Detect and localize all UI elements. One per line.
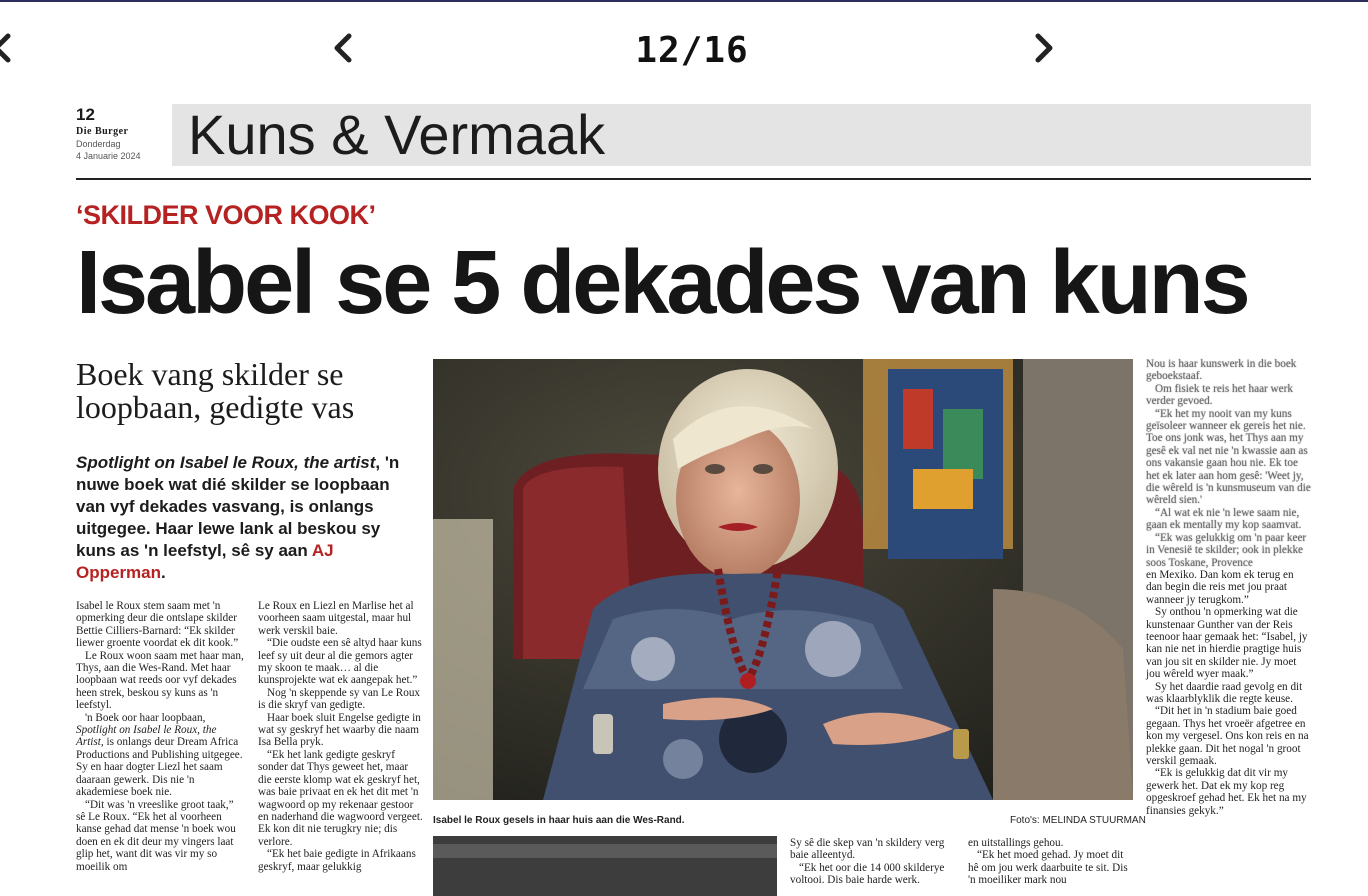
paragraph-lead: 'n Boek oor haar loopbaan, <box>85 711 206 724</box>
paragraph: “Ek het oor die 14 000 skilderye voltooi. Dis baie harde werk. <box>790 861 945 887</box>
article-column-3 <box>1146 358 1311 817</box>
paragraph <box>76 712 244 799</box>
intro-author: AJ Opperman <box>76 541 334 582</box>
paragraph: “Al wat ek nie 'n lewe saam nie, gaan ek mentally my kop saamvat. <box>1146 506 1302 532</box>
paragraph: “Ek het moed gehad. Jy moet dit hê om jou werk daarbuite te sit. Dis 'n moeiliker mark nou <box>968 849 1128 887</box>
issue-day: Donderdag <box>76 139 121 149</box>
next-page-button[interactable] <box>1024 28 1064 68</box>
chevron-left-icon <box>0 28 22 68</box>
paragraph: en Mexiko. Dan kom ek terug en dan begin die reis met jou praat wanneer jy terugkom.” <box>1146 568 1294 606</box>
paragraph: “Die oudste een sê altyd haar kuns leef sy uit deur al die gemors agter my skoon te maak… al die kunsprojekte wat ek aangepak het.” <box>258 637 422 687</box>
paragraph: Le Roux en Liezl en Marlise het al voorheen saam uitgestal, maar hul werk verskil baie. <box>258 600 414 637</box>
issue-date: 4 Januarie 2024 <box>76 151 141 161</box>
paragraph: Haar boek sluit Engelse gedigte in wat sy geskryf het waarby die naam Isa Bella pryk. <box>258 711 421 749</box>
paragraph: en uitstallings gehou. <box>968 837 1064 849</box>
article-column-2 <box>258 600 423 873</box>
page-counter: 12/16 <box>635 30 749 71</box>
paragraph: “Ek het baie gedigte in Afrikaans geskryf, maar gelukkig <box>258 848 416 873</box>
article-column-4 <box>790 837 955 887</box>
blurred-text <box>1146 358 1311 569</box>
paragraph: Isabel le Roux stem saam met 'n opmerking deur die ontslape skilder Bettie Cilliers-Barnard: “Ek skilder liewer groente voordat ek dit kook.” <box>76 600 239 650</box>
section-title: Kuns & Vermaak <box>188 103 606 166</box>
paragraph: “Ek het my nooit van my kuns geïsoleer wanneer ek gereis het nie. Toe ons jonk was, het Thys aan my gesê ek val net nie 'n kwassie aan as ons vakansie gaan hou nie. Ek toe het ek later aan hom gesê: 'Weet jy, die wêreld is 'n kunsmuseum van die wêreld sien.' <box>1146 407 1311 507</box>
article-subhead: Boek vang skilder se loopbaan, gedigte vas <box>76 356 355 425</box>
paragraph: Om fisiek te reis het haar werk verder gevoed. <box>1146 382 1293 408</box>
intro-body: , 'n nuwe boek wat dié skilder se loopbaan van vyf dekades vasvang, is onlangs uitgegee. Haar lewe lank al beskou sy kuns as 'n leefstyl, sê sy aan <box>76 453 400 560</box>
chevron-left-icon <box>323 28 363 68</box>
paragraph: “Ek is gelukkig dat dit vir my gewerk het. Dat ek my kop reg opgeskroef gehad het. Ek het na my finansies gekyk.” <box>1146 767 1307 817</box>
intro-end: . <box>161 563 166 582</box>
paragraph: Nou is haar kunswerk in die boek geboekstaaf. <box>1146 358 1297 383</box>
newspaper-name: Die Burger <box>76 126 129 137</box>
photo-credit: Foto's: MELINDA STUURMAN <box>1010 815 1146 826</box>
paragraph: “Dit was 'n vreeslike groot taak,” sê Le Roux. “Ek het al voorheen kanse gehad dat mense 'n boek wou doen en ek dit deur my vingers laat glip het, want dit was vir my so moeilik om <box>76 798 236 873</box>
header-rule <box>76 178 1311 180</box>
paragraph: “Ek het lank gedigte geskryf sonder dat Thys geweet het, maar die eerste klomp wat ek geskryf het, was baie privaat en ek het dit met 'n wagwoord op my rekenaar gestoor en naderhand die wagwoord vergeet. Ek kon dit nie terugkry nie; dis verlore. <box>258 748 423 848</box>
article-photo <box>433 359 1133 800</box>
paragraph: “Dit het in 'n stadium baie goed gegaan. Thys het vroeër afgetree en kon my vergesel. Ons kon reis en na plekke gaan. Dit het nogal 'n groot verskil gemaak. <box>1146 705 1309 767</box>
paragraph: Le Roux woon saam met haar man, Thys, aan die Wes-Rand. Met haar loopbaan wat reeds oor vyf dekades heen strek, beskou sy kuns as 'n leefstyl. <box>76 649 244 712</box>
book-title: Spotlight on Isabel le Roux, the Artist, <box>76 724 217 749</box>
page-number: 12 <box>76 105 95 124</box>
article-column-5 <box>968 837 1133 887</box>
intro-book-title: Spotlight on Isabel le Roux, the artist <box>76 453 376 472</box>
chevron-right-icon <box>1024 28 1064 68</box>
photo-caption: Isabel le Roux gesels in haar huis aan die Wes-Rand. <box>433 815 685 826</box>
article-kicker: ‘SKILDER VOOR KOOK’ <box>76 200 376 230</box>
previous-page-button[interactable] <box>323 28 363 68</box>
article-headline: Isabel se 5 dekades van kuns <box>76 233 1248 333</box>
paragraph: Sy sê die skep van 'n skildery verg baie alleentyd. <box>790 837 945 862</box>
article-intro <box>76 452 416 584</box>
paragraph-text: is onlangs deur Dream Africa Productions and Publishing uitgegee. Sy en haar dogter Liezl het saam daaraan gewerk. Dis nie 'n akademiese boek nie. <box>76 736 243 799</box>
paragraph: Sy onthou 'n opmerking wat die kunstenaar Gunther van der Reis teenoor haar gemaak het: “Isabel, jy kan nie net in hierdie pragtige huis van jou sit en skilder nie. Jy moet jou wêreld wyer maak.” <box>1146 606 1308 681</box>
paragraph: Sy het daardie raad gevolg en dit was klaarblyklik die regte keuse. <box>1146 680 1303 705</box>
top-border <box>0 0 1368 2</box>
article-column-1 <box>76 600 244 873</box>
paragraph: “Ek was gelukkig om 'n paar keer in Venesië te skilder; ook in plekke soos Toskane, Provence <box>1146 531 1307 569</box>
secondary-photo <box>433 836 777 896</box>
paragraph: Nog 'n skeppende sy van Le Roux is die skryf van gedigte. <box>258 686 421 712</box>
previous-spread-arrow[interactable] <box>0 28 22 68</box>
